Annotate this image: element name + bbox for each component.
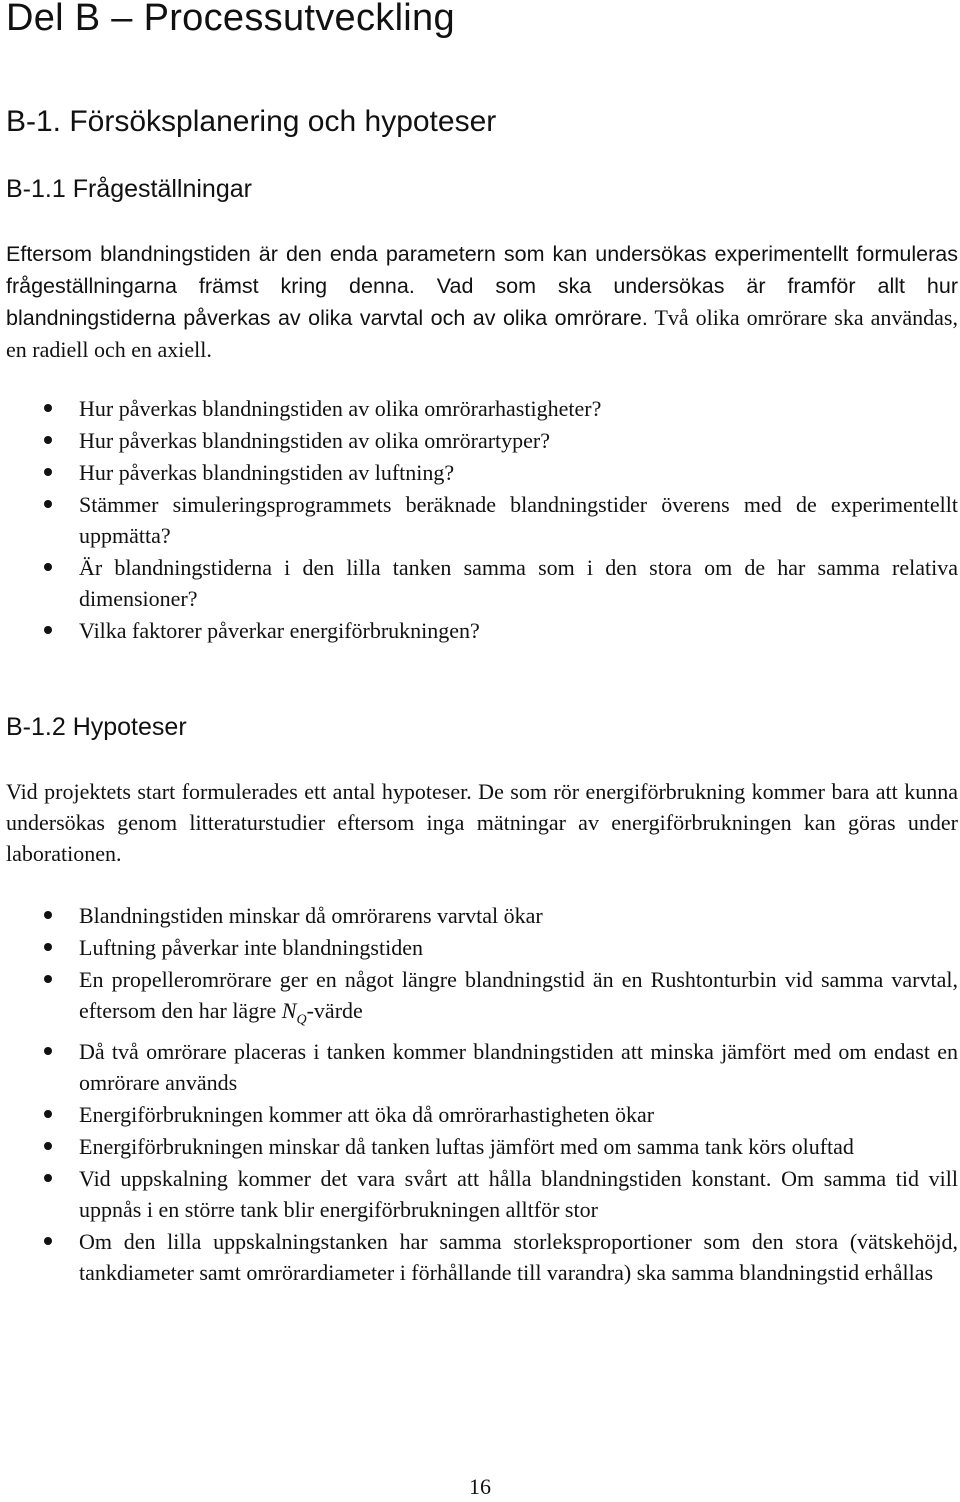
list-item: Hur påverkas blandningstiden av olika omrörartyper? [0, 425, 958, 456]
intro-text-part1: Eftersom blandningstiden är den enda parametern som kan undersökas experimentellt formuleras frågeställningarna främst kring denna. [6, 242, 958, 298]
questions-intro-paragraph [6, 238, 958, 365]
section-heading: B-1. Försöksplanering och hypoteser [6, 105, 497, 138]
list-item: En propelleromrörare ger en något längre blandningstid än en Rushtonturbin vid samma varvtal, eftersom den har lägre $N_Q$-värde [0, 964, 958, 1035]
list-item: Vid uppskalning kommer det vara svårt att hålla blandningstiden konstant. Om samma tid vill uppnås i en större tank blir energiförbrukningen alltför stor [0, 1163, 958, 1225]
main-heading: Del B – Processutveckling [6, 0, 455, 39]
bullet-icon [44, 404, 52, 412]
bullet-icon [44, 1174, 52, 1182]
list-item: Är blandningstiderna i den lilla tanken samma som i den stora om de har samma relativa dimensioner? [0, 552, 958, 614]
list-item: Om den lilla uppskalningstanken har samma storleksproportioner som den stora (vätskehöjd, tankdiameter samt omrörardiameter i förhållande till varandra) ska samma blandningstid erhållas [0, 1226, 958, 1288]
bullet-icon [44, 468, 52, 476]
list-item: Stämmer simuleringsprogrammets beräknade blandningstider överens med de experimentellt uppmätta? [0, 489, 958, 551]
questions-list [0, 393, 958, 647]
nq-symbol: N [281, 998, 297, 1023]
bullet-icon [44, 1237, 52, 1245]
list-item: Energiförbrukningen minskar då tanken luftas jämfört med om samma tank körs oluftad [0, 1131, 958, 1162]
list-item: Vilka faktorer påverkar energiförbrukningen? [0, 615, 958, 646]
hypotheses-intro-paragraph: Vid projektets start formulerades ett antal hypoteser. De som rör energiförbrukning kommer bara att kunna undersökas genom litteraturstudier eftersom inga mätningar av energiförbrukningen kan göras under laborationen. [6, 779, 958, 866]
intro-text-part3: Två olika omrörare ska användas, en radiell och en axiell. [6, 305, 958, 362]
bullet-icon [44, 1047, 52, 1055]
bullet-icon [44, 563, 52, 571]
bullet-icon [44, 500, 52, 508]
intro-text-part2: Vad som ska undersökas är framför allt hur blandningstiderna påverkas av olika varvtal och av olika omrörare. [6, 274, 958, 330]
bullet-icon [44, 975, 52, 983]
bullet-icon [44, 911, 52, 919]
subsection-heading-hypotheses: B-1.2 Hypoteser [6, 713, 187, 741]
bullet-icon [44, 1142, 52, 1150]
list-item: Luftning påverkar inte blandningstiden [0, 932, 958, 963]
bullet-icon [44, 626, 52, 634]
subsection-heading-questions: B-1.1 Frågeställningar [6, 175, 252, 203]
bullet-icon [44, 436, 52, 444]
list-item: Hur påverkas blandningstiden av luftning? [0, 457, 958, 488]
hypotheses-list [0, 900, 958, 1289]
nq-subscript: Q [296, 1012, 307, 1028]
bullet-icon [44, 943, 52, 951]
list-item: Energiförbrukningen kommer att öka då omrörarhastigheten ökar [0, 1099, 958, 1130]
list-item: Blandningstiden minskar då omrörarens varvtal ökar [0, 900, 958, 931]
bullet-icon [44, 1110, 52, 1118]
list-item: Hur påverkas blandningstiden av olika omrörarhastigheter? [0, 393, 958, 424]
list-item: Då två omrörare placeras i tanken kommer blandningstiden att minska jämfört med om endast en omrörare används [0, 1036, 958, 1098]
page-number: 16 [469, 1474, 491, 1499]
